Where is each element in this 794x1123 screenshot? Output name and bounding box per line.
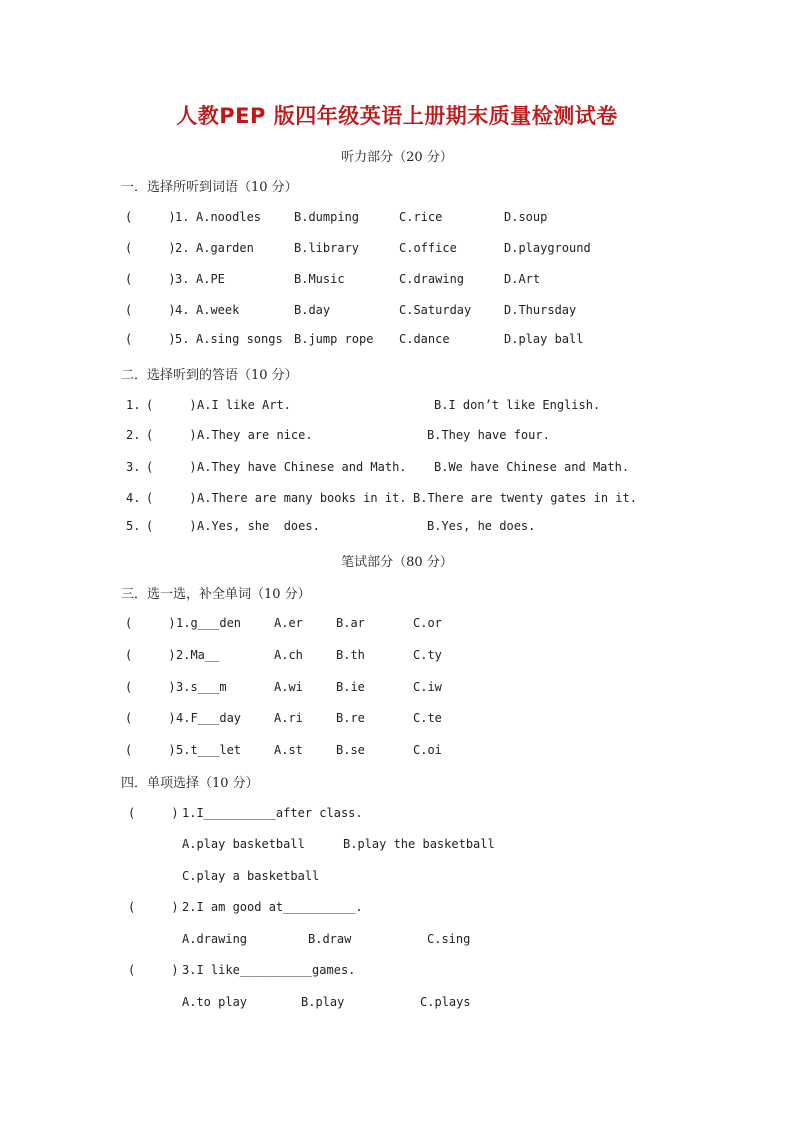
option-a: A.sing songs bbox=[196, 332, 283, 346]
option-b: B.There are twenty gates in it. bbox=[413, 491, 637, 505]
option-c: C.oi bbox=[413, 743, 442, 757]
option-a: A.Yes, she does. bbox=[197, 519, 320, 533]
writing-section-header: 笔试部分（80 分） bbox=[341, 555, 453, 570]
list-item bbox=[0, 711, 794, 729]
option-c: C.plays bbox=[420, 995, 471, 1009]
option-b: B.draw bbox=[308, 932, 352, 946]
option-a: A.I like Art. bbox=[197, 398, 291, 412]
option-c: C.or bbox=[413, 616, 442, 630]
list-item bbox=[0, 616, 794, 634]
option-a: A.to play bbox=[182, 995, 248, 1009]
option-c: C.drawing bbox=[399, 272, 465, 286]
question-number: 2. bbox=[175, 241, 190, 255]
option-a: A.ch bbox=[274, 648, 303, 662]
question-stem: 3.I like__________games. bbox=[182, 963, 356, 977]
option-a: A.wi bbox=[274, 680, 303, 694]
list-item bbox=[0, 743, 794, 761]
option-c: C.rice bbox=[399, 210, 443, 224]
option-d: D.Thursday bbox=[504, 303, 577, 317]
list-item bbox=[0, 332, 794, 350]
part3-heading: 三．选一选，补全单词（10 分） bbox=[121, 587, 311, 602]
listening-section-header: 听力部分（20 分） bbox=[341, 150, 453, 165]
list-item bbox=[0, 272, 794, 290]
option-b: B.ar bbox=[336, 616, 365, 630]
exam-title: 人教PEP 版四年级英语上册期末质量检测试卷 bbox=[176, 104, 618, 128]
answer-bracket[interactable]: ( ) bbox=[125, 272, 176, 286]
question-number: 2. bbox=[126, 428, 141, 442]
list-item bbox=[0, 680, 794, 698]
options-row bbox=[0, 932, 794, 950]
answer-bracket[interactable]: ( ) bbox=[128, 806, 179, 820]
list-item bbox=[0, 241, 794, 259]
list-item bbox=[0, 806, 794, 824]
option-a: A.They have Chinese and Math. bbox=[197, 460, 407, 474]
option-c: C.sing bbox=[427, 932, 471, 946]
list-item bbox=[0, 428, 794, 446]
part4-heading: 四．单项选择（10 分） bbox=[121, 776, 259, 791]
option-b: B.play the basketball bbox=[343, 837, 495, 851]
question-number: 4. bbox=[126, 491, 141, 505]
option-a: A.er bbox=[274, 616, 303, 630]
answer-bracket[interactable]: ( ) bbox=[146, 460, 197, 474]
part2-heading: 二．选择听到的答语（10 分） bbox=[121, 368, 298, 383]
option-b: B.day bbox=[294, 303, 331, 317]
list-item bbox=[0, 900, 794, 918]
word-blank: 3.s___m bbox=[176, 680, 227, 694]
option-b: B.play bbox=[301, 995, 345, 1009]
option-d: D.playground bbox=[504, 241, 591, 255]
list-item bbox=[0, 491, 794, 509]
question-number: 3. bbox=[126, 460, 141, 474]
option-b: B.th bbox=[336, 648, 365, 662]
option-b: B.ie bbox=[336, 680, 365, 694]
options-row bbox=[0, 995, 794, 1013]
options-row bbox=[0, 837, 794, 855]
part1-heading: 一．选择所听到词语（10 分） bbox=[121, 180, 298, 195]
question-number: 1. bbox=[175, 210, 190, 224]
option-c: C.Saturday bbox=[399, 303, 472, 317]
list-item bbox=[0, 303, 794, 321]
option-a: A.drawing bbox=[182, 932, 248, 946]
question-stem: 2.I am good at__________. bbox=[182, 900, 363, 914]
answer-bracket[interactable]: ( ) bbox=[146, 398, 197, 412]
question-number: 4. bbox=[175, 303, 190, 317]
option-b: B.Yes, he does. bbox=[427, 519, 536, 533]
list-item bbox=[0, 460, 794, 478]
word-blank: 1.g___den bbox=[176, 616, 242, 630]
option-d: D.play ball bbox=[504, 332, 584, 346]
answer-bracket[interactable]: ( ) bbox=[146, 428, 197, 442]
option-a: A.There are many books in it. bbox=[197, 491, 407, 505]
answer-bracket[interactable]: ( ) bbox=[128, 963, 179, 977]
answer-bracket[interactable]: ( ) bbox=[125, 210, 176, 224]
option-a: A.play basketball bbox=[182, 837, 305, 851]
option-c: C.play a basketball bbox=[182, 869, 320, 883]
option-b: B.dumping bbox=[294, 210, 360, 224]
option-d: D.Art bbox=[504, 272, 541, 286]
list-item bbox=[0, 648, 794, 666]
answer-bracket[interactable]: ( ) bbox=[125, 616, 176, 630]
answer-bracket[interactable]: ( ) bbox=[125, 680, 176, 694]
option-a: A.st bbox=[274, 743, 303, 757]
answer-bracket[interactable]: ( ) bbox=[128, 900, 179, 914]
option-b: B.re bbox=[336, 711, 365, 725]
question-stem: 1.I__________after class. bbox=[182, 806, 363, 820]
answer-bracket[interactable]: ( ) bbox=[125, 332, 176, 346]
word-blank: 2.Ma__ bbox=[176, 648, 220, 662]
list-item bbox=[0, 210, 794, 228]
answer-bracket[interactable]: ( ) bbox=[125, 648, 176, 662]
option-c: C.iw bbox=[413, 680, 442, 694]
option-b: B.They have four. bbox=[427, 428, 550, 442]
option-b: B.I don’t like English. bbox=[434, 398, 601, 412]
option-b: B.jump rope bbox=[294, 332, 374, 346]
word-blank: 5.t___let bbox=[176, 743, 242, 757]
option-a: A.ri bbox=[274, 711, 303, 725]
question-number: 3. bbox=[175, 272, 190, 286]
option-a: A.noodles bbox=[196, 210, 262, 224]
list-item bbox=[0, 398, 794, 416]
option-b: B.se bbox=[336, 743, 365, 757]
answer-bracket[interactable]: ( ) bbox=[125, 303, 176, 317]
answer-bracket[interactable]: ( ) bbox=[146, 491, 197, 505]
option-a: A.garden bbox=[196, 241, 254, 255]
option-b: B.Music bbox=[294, 272, 345, 286]
option-a: A.They are nice. bbox=[197, 428, 313, 442]
answer-bracket[interactable]: ( ) bbox=[125, 711, 176, 725]
option-c: C.ty bbox=[413, 648, 442, 662]
list-item bbox=[0, 519, 794, 537]
option-b: B.library bbox=[294, 241, 360, 255]
answer-bracket[interactable]: ( ) bbox=[125, 743, 176, 757]
answer-bracket[interactable]: ( ) bbox=[146, 519, 197, 533]
option-b: B.We have Chinese and Math. bbox=[434, 460, 630, 474]
options-row bbox=[0, 869, 794, 887]
option-d: D.soup bbox=[504, 210, 548, 224]
question-number: 5. bbox=[175, 332, 190, 346]
word-blank: 4.F___day bbox=[176, 711, 242, 725]
option-c: C.office bbox=[399, 241, 457, 255]
question-number: 5. bbox=[126, 519, 141, 533]
option-a: A.week bbox=[196, 303, 240, 317]
option-c: C.dance bbox=[399, 332, 450, 346]
option-a: A.PE bbox=[196, 272, 225, 286]
option-c: C.te bbox=[413, 711, 442, 725]
answer-bracket[interactable]: ( ) bbox=[125, 241, 176, 255]
list-item bbox=[0, 963, 794, 981]
question-number: 1. bbox=[126, 398, 141, 412]
